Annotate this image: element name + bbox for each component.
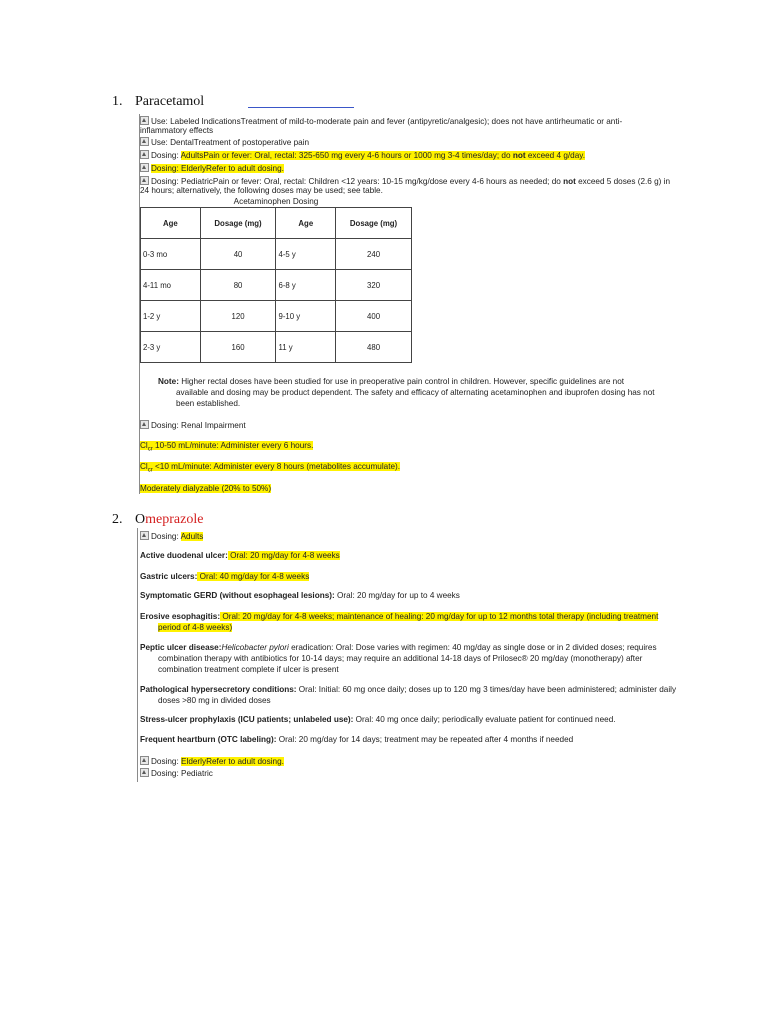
column-header: Dosage (mg) bbox=[200, 208, 276, 239]
table-cell: 0-3 mo bbox=[141, 239, 201, 270]
expand-icon[interactable] bbox=[140, 163, 149, 172]
use-dental-line: Use: DentalTreatment of postoperative pain bbox=[140, 137, 309, 148]
duodenal-ulcer-line: Active duodenal ulcer: Oral: 20 mg/day for 4-8 weeks bbox=[140, 551, 340, 560]
table-cell: 40 bbox=[200, 239, 276, 270]
expand-icon[interactable] bbox=[140, 768, 149, 777]
table-row bbox=[141, 301, 412, 332]
table-cell: 80 bbox=[200, 270, 276, 301]
use-labeled-line-cont: inflammatory effects bbox=[140, 126, 214, 135]
use-labeled-line: Use: Labeled IndicationsTreatment of mild-to-moderate pain and fever (antipyretic/analgesic); does not have antirheumatic or anti- bbox=[140, 116, 622, 127]
expand-icon[interactable] bbox=[140, 176, 149, 185]
omeprazole-dosing-elderly: Dosing: ElderlyRefer to adult dosing. bbox=[140, 756, 284, 767]
section-title: Paracetamol bbox=[135, 94, 205, 109]
peptic-ulcer-line: Peptic ulcer disease:Helicobacter pylori eradication: Oral: Dose varies with regimen: 40 mg/day as single dose or in 2 divided doses; requires bbox=[140, 643, 657, 652]
table-cell: 320 bbox=[336, 270, 412, 301]
table-cell: 120 bbox=[200, 301, 276, 332]
table-cell: 160 bbox=[200, 332, 276, 363]
clcr-line-2: $Cl_{cr} <10$ mL/minute: Administer every 8 hours (metabolites accumulate). bbox=[140, 462, 401, 474]
section-title-rest: meprazole bbox=[145, 512, 204, 527]
section-number: 1. bbox=[112, 94, 123, 109]
table-cell: 6-8 y bbox=[276, 270, 336, 301]
table-row bbox=[141, 332, 412, 363]
table-cell: 1-2 y bbox=[141, 301, 201, 332]
column-header: Age bbox=[141, 208, 201, 239]
note-line-cont: been established. bbox=[176, 399, 241, 408]
hyperlink-underline bbox=[248, 107, 354, 108]
note-line: Note: Higher rectal doses have been studied for use in preoperative pain control in children. However, specific guidelines are not bbox=[158, 377, 625, 386]
omeprazole-dosing-adults: Dosing: Adults bbox=[140, 531, 203, 542]
left-rule bbox=[137, 528, 138, 782]
section-number: 2. bbox=[112, 512, 123, 527]
heartburn-line: Frequent heartburn (OTC labeling): Oral: 20 mg/day for 14 days; treatment may be repeated after 4 months if needed bbox=[140, 735, 574, 744]
pathological-line: Pathological hypersecretory conditions: Oral: Initial: 60 mg once daily; doses up to 120 mg 3 times/day have been administered; administer daily bbox=[140, 685, 677, 694]
table-cell: 480 bbox=[336, 332, 412, 363]
gerd-line: Symptomatic GERD (without esophageal lesions): Oral: 20 mg/day for up to 4 weeks bbox=[140, 591, 460, 600]
section-title-first: O bbox=[135, 512, 146, 527]
clcr-line-1: $Cl_{cr}$ 10-50 mL/minute: Administer every 6 hours. bbox=[140, 441, 314, 453]
expand-icon[interactable] bbox=[140, 150, 149, 159]
table-cell: 2-3 y bbox=[141, 332, 201, 363]
expand-icon[interactable] bbox=[140, 116, 149, 125]
table-row bbox=[141, 239, 412, 270]
table-cell: 400 bbox=[336, 301, 412, 332]
peptic-ulcer-line-cont: combination therapy with antibiotics for 10-14 days; may require an additional 14-18 days of Prilosec® 20 mg/day (monotherapy) after bbox=[158, 654, 643, 663]
expand-icon[interactable] bbox=[140, 420, 149, 429]
erosive-esophagitis-line: Erosive esophagitis: Oral: 20 mg/day for 4-8 weeks; maintenance of healing: 20 mg/day for up to 12 months total therapy (including treatment bbox=[140, 612, 659, 621]
acetaminophen-dosing-table bbox=[140, 207, 412, 363]
table-cell: 11 y bbox=[276, 332, 336, 363]
omeprazole-dosing-pediatric: Dosing: Pediatric bbox=[140, 768, 213, 779]
section-heading-omeprazole bbox=[112, 512, 203, 528]
erosive-esophagitis-line-cont: period of 4-8 weeks) bbox=[158, 623, 233, 632]
dosing-adults-line: Dosing: AdultsPain or fever: Oral, rectal: 325-650 mg every 4-6 hours or 1000 mg 3-4 times/day; do not exceed 4 g/day. bbox=[140, 150, 585, 161]
dosing-pediatric-line-cont: 24 hours; alternatively, the following doses may be used; see table. bbox=[140, 186, 383, 195]
peptic-ulcer-line-cont: combination treatment complete if ulcer is present bbox=[158, 665, 339, 674]
expand-icon[interactable] bbox=[140, 531, 149, 540]
expand-icon[interactable] bbox=[140, 137, 149, 146]
table-caption: Acetaminophen Dosing bbox=[233, 197, 319, 206]
table-cell: 240 bbox=[336, 239, 412, 270]
section-heading-paracetamol bbox=[112, 94, 204, 110]
column-header: Dosage (mg) bbox=[336, 208, 412, 239]
table-header-row bbox=[141, 208, 412, 239]
expand-icon[interactable] bbox=[140, 756, 149, 765]
dosing-elderly-line: Dosing: ElderlyRefer to adult dosing. bbox=[140, 163, 284, 174]
note-line-cont: available and dosing may be product dependent. The safety and efficacy of alternating acetaminophen and ibuprofen dosing has not bbox=[176, 388, 655, 397]
table-cell: 4-5 y bbox=[276, 239, 336, 270]
gastric-ulcers-line: Gastric ulcers: Oral: 40 mg/day for 4-8 weeks bbox=[140, 572, 310, 581]
column-header: Age bbox=[276, 208, 336, 239]
stress-ulcer-line: Stress-ulcer prophylaxis (ICU patients; unlabeled use): Oral: 40 mg once daily; periodically evaluate patient for continued need. bbox=[140, 715, 616, 724]
dosing-renal-line: Dosing: Renal Impairment bbox=[140, 420, 246, 431]
table-cell: 4-11 mo bbox=[141, 270, 201, 301]
pathological-line-cont: doses >80 mg in divided doses bbox=[158, 696, 271, 705]
table-cell: 9-10 y bbox=[276, 301, 336, 332]
dialyzable-line: Moderately dialyzable (20% to 50%) bbox=[140, 484, 272, 493]
dosing-pediatric-line: Dosing: PediatricPain or fever: Oral, rectal: Children <12 years: 10-15 mg/kg/dose every 4-6 hours as needed; do not exceed 5 doses (2.6 g) in bbox=[140, 176, 670, 187]
table-row bbox=[141, 270, 412, 301]
